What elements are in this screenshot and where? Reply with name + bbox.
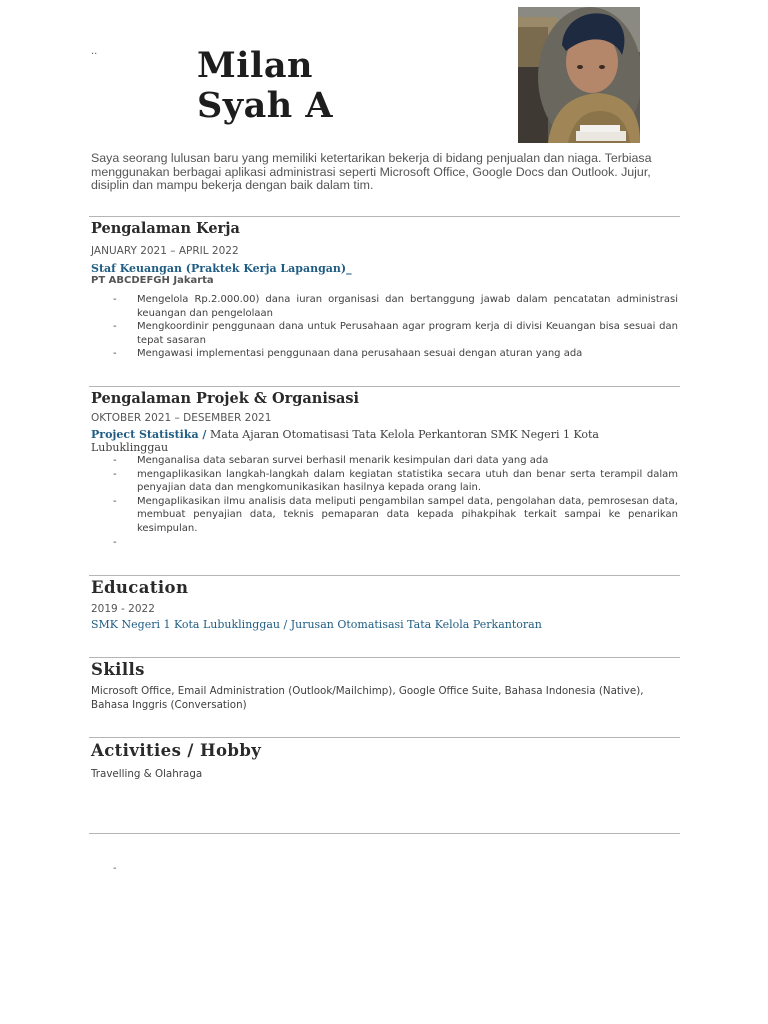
list-item — [113, 347, 678, 361]
activities-text: Travelling & Olahraga — [91, 768, 203, 780]
section-divider — [89, 575, 680, 576]
project-task-text: mengaplikasikan langkah-langkah dalam kegiatan statistika secara utuh dan benar serta terampil dalam penyajian data dan mengkomunikasikan hasilnya kepada orang lain. — [137, 468, 678, 494]
projects-heading: Pengalaman Projek & Organisasi — [91, 390, 360, 407]
list-item — [113, 454, 678, 468]
bullet-dash: - — [113, 294, 117, 305]
name-second-line: Syah A — [197, 85, 334, 126]
project-title: Project Statistika / — [91, 428, 207, 441]
skills-heading: Skills — [91, 660, 145, 679]
footer-dash: - — [113, 863, 117, 874]
bullet-dash: - — [113, 348, 117, 360]
bullet-dash: - — [113, 321, 117, 333]
section-divider — [89, 216, 680, 217]
name-first-line: Milan — [197, 45, 313, 86]
profile-photo — [518, 7, 640, 143]
work-duty-text: Mengkoordinir penggunaan dana untuk Perusahaan agar program kerja di divisi Keuangan bisa sesuai dan tepat sasaran — [137, 321, 678, 346]
list-item — [113, 495, 678, 536]
bullet-dash: - — [113, 536, 117, 548]
bullet-dash: - — [113, 468, 117, 480]
profile-summary: Saya seorang lulusan baru yang memiliki ketertarikan bekerja di bidang penjualan dan niaga. Terbiasa menggunakan berbagai aplikasi administrasi seperti Microsoft Office, Google Docs dan Outlook. Jujur, disiplin dan mampu bekerja dengan baik dalam tim. — [91, 151, 652, 192]
candidate-name — [197, 46, 333, 126]
bullet-dash: - — [113, 455, 117, 466]
project-tasks-list — [113, 454, 678, 548]
work-date: JANUARY 2021 – APRIL 2022 — [91, 245, 239, 257]
project-task-text: Menganalisa data sebaran survei berhasil menarik kesimpulan dari data yang ada — [137, 455, 549, 466]
project-subtitle: Mata Ajaran Otomatisasi Tata Kelola Perkantoran SMK Negeri 1 Kota Lubuklinggau — [91, 428, 599, 454]
section-divider — [89, 386, 680, 387]
projects-date: OKTOBER 2021 – DESEMBER 2021 — [91, 412, 272, 424]
skills-text: Microsoft Office, Email Administration (Outlook/Mailchimp), Google Office Suite, Bahasa Indonesia (Native), Bahasa Inggris (Conversation) — [91, 685, 644, 711]
header-marker: .. — [91, 46, 98, 57]
section-divider — [89, 833, 680, 834]
work-duties-list — [113, 293, 678, 361]
bullet-dash: - — [113, 495, 117, 507]
work-company: PT ABCDEFGH Jakarta — [91, 275, 214, 286]
list-item — [113, 293, 678, 320]
profile-photo-image — [518, 7, 640, 143]
section-divider — [89, 657, 680, 658]
education-heading: Education — [91, 578, 189, 597]
work-role: Staf Keuangan (Praktek Kerja Lapangan)_ — [91, 262, 352, 275]
project-title-line — [91, 429, 651, 454]
education-school: SMK Negeri 1 Kota Lubuklinggau / Jurusan Otomatisasi Tata Kelola Perkantoran — [91, 618, 542, 631]
work-experience-heading: Pengalaman Kerja — [91, 220, 240, 237]
work-duty-text: Mengelola Rp.2.000.00) dana iuran organisasi dan bertanggung jawab dalam pencatatan administrasi keuangan dan pengelolaan — [137, 294, 678, 319]
work-duty-text: Mengawasi implementasi penggunaan dana perusahaan sesuai dengan aturan yang ada — [137, 348, 583, 360]
list-item — [113, 320, 678, 347]
activities-heading: Activities / Hobby — [91, 741, 262, 760]
education-years: 2019 - 2022 — [91, 603, 155, 615]
list-item — [113, 468, 678, 495]
project-task-text: Mengaplikasikan ilmu analisis data meliputi pengambilan sampel data, pengolahan data, pemrosesan data, membuat penyajian data, teknis pemaparan data kepada pihakpihak terkait sampai ke penarikan kesimpulan. — [137, 495, 678, 534]
section-divider — [89, 737, 680, 738]
